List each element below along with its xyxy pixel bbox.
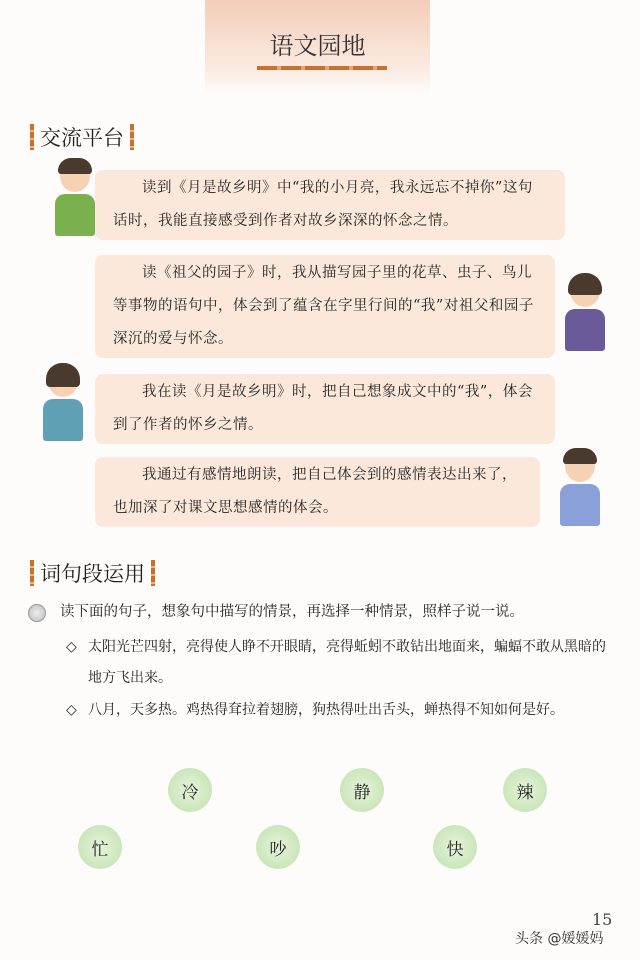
example-sentence <box>66 632 606 694</box>
boy-illustration <box>50 160 100 240</box>
heading-bar-right <box>151 560 155 586</box>
speech-bubble: 读《祖父的园子》时，我从描写园子里的花草、虫子、鸟儿等事物的语句中，体会到了蕴含在字里行间的“我”对祖父和园子深沉的爱与怀念。 <box>95 255 555 358</box>
word-circle: 冷 <box>168 768 212 812</box>
word-circle: 吵 <box>256 825 300 869</box>
page-number: 15 <box>592 910 613 929</box>
word-circle: 忙 <box>78 825 122 869</box>
speech-bubble: 我在读《月是故乡明》时，把自己想象成文中的“我”，体会到了作者的怀乡之情。 <box>95 374 555 444</box>
section-heading-exchange <box>30 122 134 152</box>
heading-bar-left <box>30 560 34 586</box>
heading-bar-right <box>130 124 134 150</box>
example-text: 八月，天多热。鸡热得耷拉着翅膀，狗热得吐出舌头，蝉热得不知如何是好。 <box>88 702 564 718</box>
page-title: 语文园地 <box>269 32 366 60</box>
title-underline <box>257 66 387 70</box>
word-circle: 辣 <box>503 768 547 812</box>
watermark: 头条 @媛媛妈 <box>515 931 604 947</box>
heading-bar-left <box>30 124 34 150</box>
exercise-instruction: 读下面的句子，想象句中描写的情景，再选择一种情景，照样子说一说。 <box>60 604 524 620</box>
girl-illustration <box>38 365 88 445</box>
diamond-bullet-icon: ◇ <box>66 702 77 718</box>
speech-bubble: 我通过有感情地朗读，把自己体会到的感情表达出来了，也加深了对课文思想感情的体会。 <box>95 457 540 527</box>
exercise-number-icon <box>28 604 46 622</box>
title-banner <box>205 0 430 95</box>
example-sentence <box>66 695 606 726</box>
section-heading-text: 交流平台 <box>40 126 124 150</box>
example-text: 太阳光芒四射，亮得使人睁不开眼睛，亮得蚯蚓不敢钻出地面来，蝙蝠不敢从黑暗的地方飞出来。 <box>88 639 606 686</box>
diamond-bullet-icon: ◇ <box>66 639 77 655</box>
boy-illustration <box>555 450 605 530</box>
speech-bubble: 读到《月是故乡明》中“我的小月亮，我永远忘不掉你”这句话时，我能直接感受到作者对故乡深深的怀念之情。 <box>95 170 565 240</box>
word-circle: 快 <box>433 825 477 869</box>
section-heading-text: 词句段运用 <box>40 562 145 586</box>
word-circle: 静 <box>340 768 384 812</box>
section-heading-usage <box>30 558 155 588</box>
girl-illustration <box>560 275 610 355</box>
